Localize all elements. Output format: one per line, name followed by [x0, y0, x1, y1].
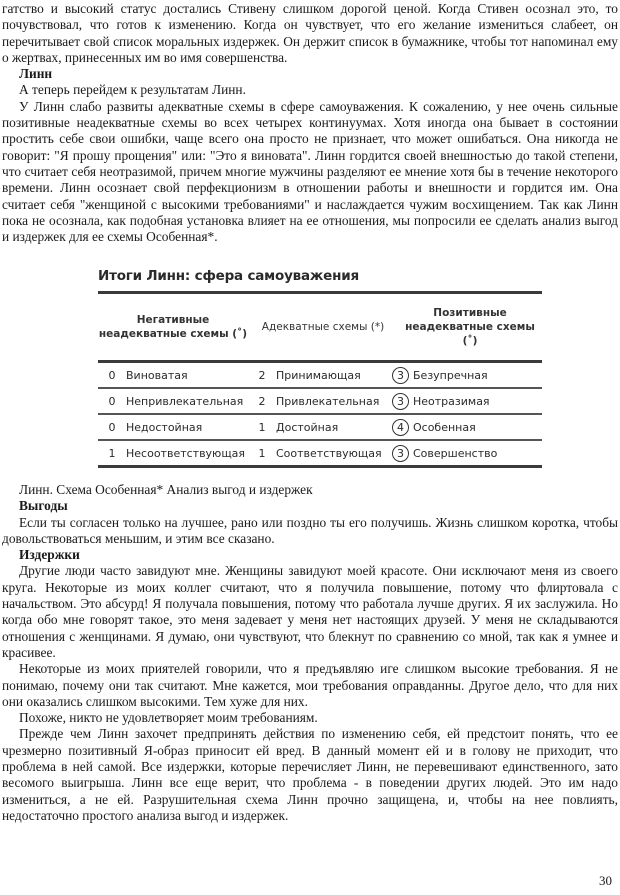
pos-score-circle: 3: [392, 367, 409, 384]
table-title: Итоги Линн: сфера самоуважения: [98, 268, 359, 284]
adq-label: Принимающая: [276, 368, 361, 382]
adq-score: 2: [258, 368, 266, 382]
text-block-top: [2, 1, 618, 245]
adq-score: 1: [258, 420, 266, 434]
lynn-summary-table: [98, 268, 542, 468]
paragraph-lynn-results: А теперь перейдем к результатам Линн.: [19, 82, 246, 98]
neg-score: 0: [108, 420, 116, 434]
adq-score: 2: [258, 394, 266, 408]
neg-label: Непривлекательная: [126, 394, 244, 408]
neg-label: Виноватая: [126, 368, 188, 382]
costs-heading: Издержки: [19, 547, 80, 563]
costs-paragraph: Похоже, никто не удовлетворяет моим требованиям.: [19, 710, 318, 726]
table-header: [98, 294, 542, 360]
closing-paragraph: Прежде чем Линн захочет предпринять действия по изменению себя, ей предстоит понять, что ее чрезмерно позитивный Я-образ приносит ей вред. В данный момент ей и в голову не приходит, что проблема в ней самой. Все издержки, которые перечисляет Линн, не перевешивают единственного, зато весомого выигрыша. Линн все еще верит, что проблема - в поведении других людей. Это им надо измениться, а не ей. Разрушительная схема Линн прочно защищена, и, чтобы на нее повлиять, недостаточно простого анализа выгод и издержек.: [2, 726, 618, 823]
header-positive: Позитивные неадекватные схемы (˚): [405, 307, 535, 347]
paragraph-lynn-description: У Линн слабо развиты адекватные схемы в сфере самоуважения. К сожалению, у нее очень сильные позитивные неадекватные схемы во всех четырех континуумах. Хотя иногда она бывает в состоянии простить себе свои ошибки, чаще всего она просто не признает, что может ошибаться. Она никогда не говорит: "Я прошу прощения" или: "Это я виновата". Линн гордится своей внешностью до такой степени, что считает себя неотразимой, причем многие мужчины разделяют ее мнение хотя бы в течение некоторого времени. Линн осознает свой перфекционизм в отношении работы и внешности и гордится им. Она считает себя "женщиной с высокими требованиями" и наслаждается чужим восхищением. Так как Линн пока не осознала, как подобная установка влияет на ее отношения, мы попросили ее сделать анализ выгод и издержек для ее схемы Особенная*.: [2, 98, 618, 245]
neg-label: Несоответствующая: [126, 446, 246, 460]
pos-score-circle: 3: [392, 393, 409, 410]
page-number: 30: [599, 873, 612, 888]
header-negative: Негативные неадекватные схемы (˚): [98, 314, 248, 340]
costs-paragraph: Другие люди часто завидуют мне. Женщины завидуют моей красоте. Они исключают меня из своего круга. Некоторые из моих коллег считают, что я получила повышение, потому что флиртовала с начальством. Это абсурд! Я получала повышения, потому что работала лучше других. Я их заслужила. Но когда обо мне говорят такое, это меня задевает у меня нет настоящих друзей. У меня не складываются отношения с женщинами. Я думаю, они чувствуют, что блекнут по сравнению со мной, так как я умнее и красивее.: [2, 563, 618, 660]
pos-score-circle: 3: [392, 445, 409, 462]
neg-score: 1: [108, 446, 116, 460]
intro-paragraph: гатство и высокий статус достались Стивену слишком дорогой ценой. Когда Стивен осознал это, то почувствовал, что готов к изменению. Когда он чувствует, что его желание измениться слабеет, он перечитывает свой список моральных издержек. Он держит список в бумажнике, чтобы тот напоминал ему о жертвах, принесенных им во имя совершенства.: [2, 1, 618, 65]
table-row: [98, 415, 542, 439]
pos-score-circle: 4: [392, 419, 409, 436]
costs-paragraph: Некоторые из моих приятелей говорили, что я предъявляю иге слишком высокие требования. Я не понимаю, почему они так считают. Мне кажется, мои требования оправданны. Другое дело, что для них они оказались слишком высокими. Тем хуже для них.: [2, 661, 618, 709]
pos-label: Совершенство: [413, 446, 498, 460]
neg-score: 0: [108, 394, 116, 408]
adq-label: Достойная: [276, 420, 339, 434]
adq-label: Соответствующая: [276, 446, 382, 460]
adq-score: 1: [258, 446, 266, 460]
section-heading-lynn: Линн: [19, 66, 53, 82]
table-rule: [98, 465, 542, 468]
text-block-bottom: [2, 482, 618, 824]
table-row: [98, 389, 542, 413]
pos-label: Особенная: [413, 420, 476, 434]
table-row: [98, 441, 542, 465]
table-row: [98, 363, 542, 387]
adq-label: Привлекательная: [276, 394, 380, 408]
pos-label: Безупречная: [413, 368, 488, 382]
neg-label: Недостойная: [126, 420, 203, 434]
benefits-text: Если ты согласен только на лучшее, рано или поздно ты его получишь. Жизнь слишком коротка, чтобы довольствоваться меньшим, и этим все сказано.: [2, 514, 618, 546]
header-adequate: Адекватные схемы (*): [261, 321, 385, 333]
pos-label: Неотразимая: [413, 394, 490, 408]
caption: Линн. Схема Особенная* Анализ выгод и издержек: [19, 482, 313, 497]
neg-score: 0: [108, 368, 116, 382]
benefits-heading: Выгоды: [19, 498, 68, 514]
